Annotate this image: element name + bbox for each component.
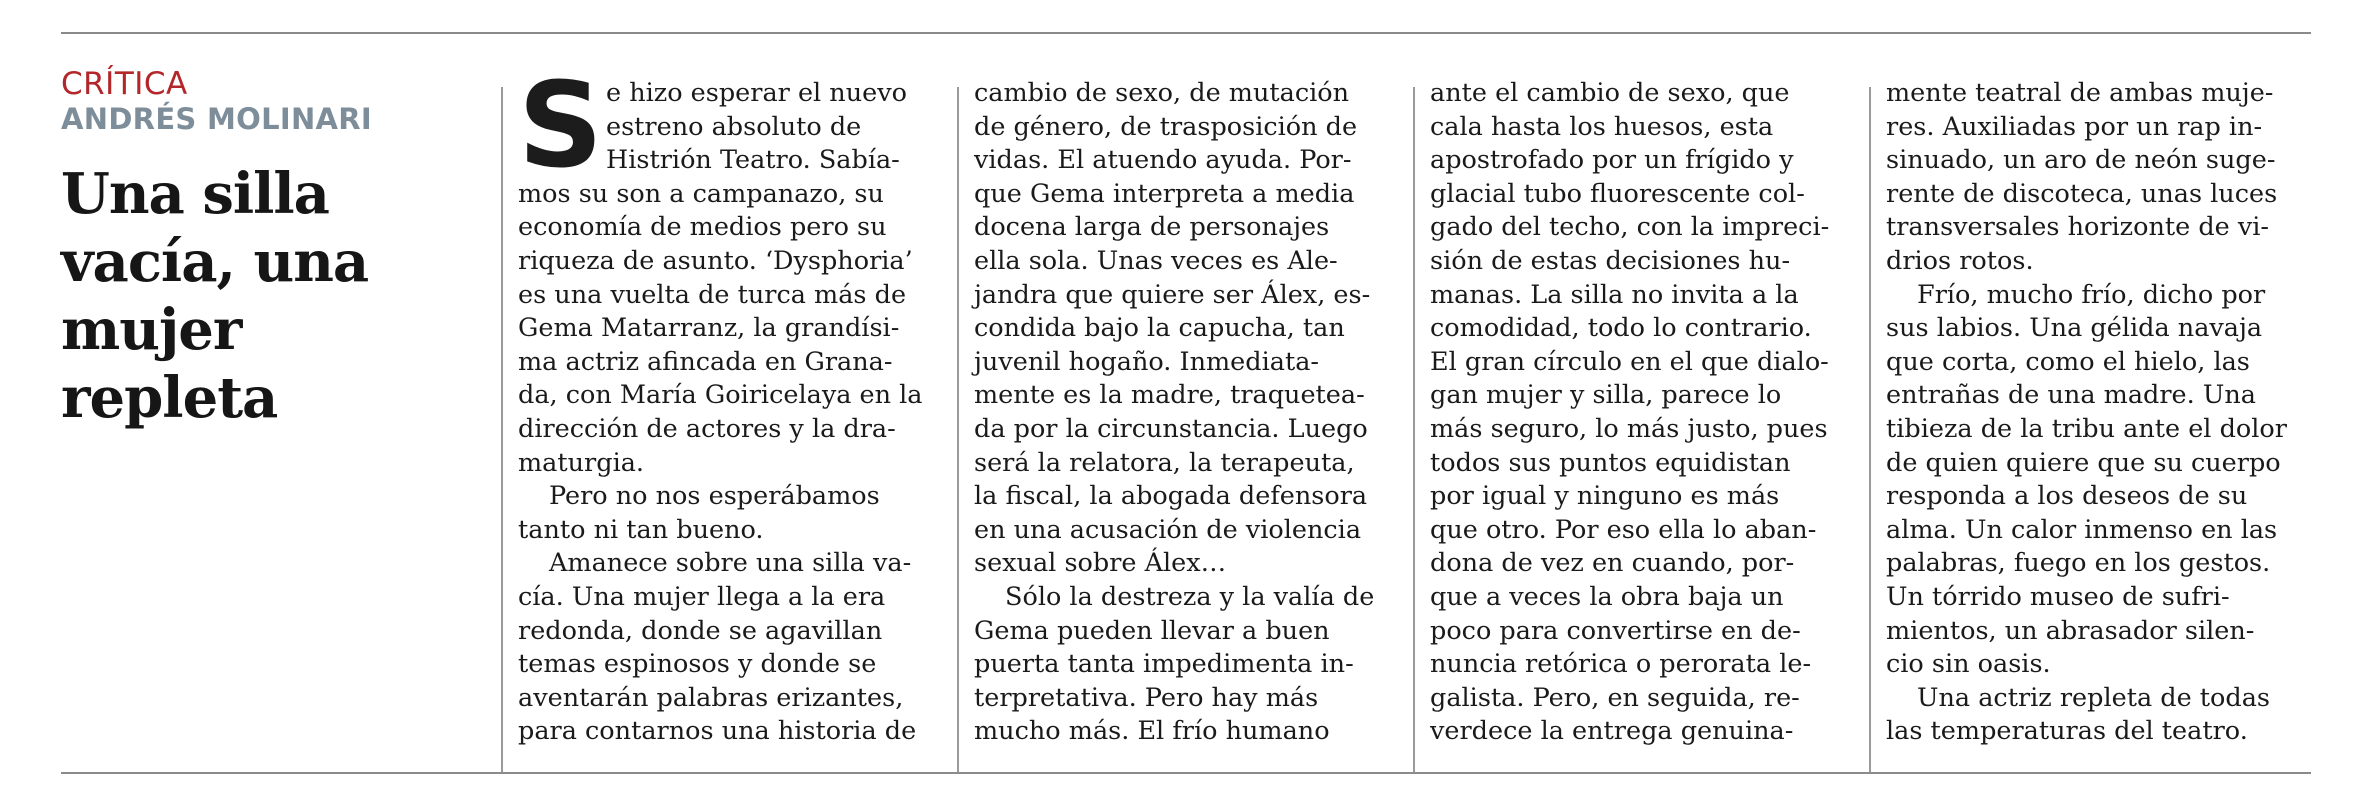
text-line: estreno absoluto de [606, 111, 862, 142]
text-line: mientos, un abrasador silen- [1886, 615, 2255, 646]
text-line: gan mujer y silla, parece lo [1430, 380, 1782, 411]
text-line: sinuado, un aro de neón suge- [1886, 145, 2276, 176]
text-line: puerta tanta impedimenta in- [974, 649, 1354, 680]
text-line: rente de discoteca, unas luces [1886, 178, 2278, 209]
headline-line: Una silla [61, 161, 329, 227]
text-line: entrañas de una madre. Una [1886, 380, 2256, 411]
text-line: cía. Una mujer llega a la era [518, 581, 886, 612]
text-line: Frío, mucho frío, dicho por [1917, 279, 2266, 310]
text-line: que Gema interpreta a media [974, 178, 1355, 209]
text-line: galista. Pero, en seguida, re- [1430, 682, 1800, 713]
text-line: redonda, donde se agavillan [518, 615, 883, 646]
text-line: responda a los deseos de su [1886, 481, 2248, 512]
text-line: mucho más. El frío humano [974, 716, 1330, 747]
text-line: sus labios. Una gélida navaja [1886, 313, 2263, 344]
text-line: para contarnos una historia de [518, 716, 917, 747]
text-line: mente teatral de ambas muje- [1886, 78, 2274, 108]
text-line: sexual sobre Álex… [974, 548, 1227, 579]
text-line: vidas. El atuendo ayuda. Por- [974, 145, 1352, 176]
text-line: por igual y ninguno es más [1430, 481, 1780, 512]
text-line: que a veces la obra baja un [1430, 581, 1784, 612]
text-line: docena larga de personajes [974, 212, 1330, 243]
text-line: Un tórrido museo de sufri- [1886, 581, 2230, 612]
text-line: terpretativa. Pero hay más [974, 682, 1319, 713]
column-divider [501, 87, 503, 772]
headline-line: mujer [61, 297, 242, 363]
text-line: Gema pueden llevar a buen [974, 615, 1330, 646]
text-line: en una acusación de violencia [974, 514, 1362, 545]
text-line: más seguro, lo más justo, pues [1430, 413, 1828, 444]
text-line: ella sola. Unas veces es Ale- [974, 245, 1338, 276]
top-rule [61, 32, 2311, 34]
drop-cap: S [518, 56, 603, 194]
text-line: manas. La silla no invita a la [1430, 279, 1799, 310]
text-line: tanto ni tan bueno. [518, 514, 764, 545]
text-line: transversales horizonte de vi- [1886, 212, 2270, 243]
body-column-4 [1886, 77, 2316, 749]
text-line: condida bajo la capucha, tan [974, 313, 1345, 344]
text-line: e hizo esperar el nuevo [606, 78, 907, 108]
text-line: Histrión Teatro. Sabía- [606, 145, 900, 176]
text-line: aventarán palabras erizantes, [518, 682, 904, 713]
text-line: palabras, fuego en los gestos. [1886, 548, 2271, 579]
text-line: ma actriz afincada en Grana- [518, 346, 893, 377]
text-line: que corta, como el hielo, las [1886, 346, 2250, 377]
text-line: cala hasta los huesos, esta [1430, 111, 1774, 142]
text-line: de género, de trasposición de [974, 111, 1358, 142]
text-line: riqueza de asunto. ‘Dysphoria’ [518, 245, 913, 276]
text-line: dirección de actores y la dra- [518, 413, 896, 444]
text-line: tibieza de la tribu ante el dolor [1886, 413, 2287, 444]
text-line: maturgia. [518, 447, 645, 478]
text-line: juvenil hogaño. Inmediata- [974, 346, 1320, 377]
body-column-1 [518, 56, 948, 749]
text-line: nuncia retórica o perorata le- [1430, 649, 1812, 680]
text-line: Gema Matarranz, la grandísi- [518, 313, 900, 344]
text-line: apostrofado por un frígido y [1430, 145, 1794, 176]
text-line: todos sus puntos equidistan [1430, 447, 1791, 478]
text-line: ante el cambio de sexo, que [1430, 78, 1790, 108]
text-line: da, con María Goiricelaya en la [518, 380, 923, 411]
text-line: Una actriz repleta de todas [1917, 682, 2270, 713]
text-line: El gran círculo en el que dialo- [1430, 346, 1829, 377]
article-header [61, 66, 451, 432]
text-line: temas espinosos y donde se [518, 649, 877, 680]
text-line: mente es la madre, traquetea- [974, 380, 1365, 411]
text-line: Pero no nos esperábamos [549, 481, 880, 512]
text-line: res. Auxiliadas por un rap in- [1886, 111, 2263, 142]
text-line: gado del techo, con la impreci- [1430, 212, 1830, 243]
column-divider [1869, 87, 1871, 772]
body-column-3 [1430, 77, 1860, 749]
text-line: poco para convertirse en de- [1430, 615, 1801, 646]
text-line: jandra que quiere ser Álex, es- [974, 279, 1371, 310]
bottom-rule [61, 772, 2311, 774]
text-line: dona de vez en cuando, por- [1430, 548, 1795, 579]
headline-line: vacía, una [61, 229, 369, 295]
text-line: es una vuelta de turca más de [518, 279, 907, 310]
text-line: verdece la entrega genuina- [1430, 716, 1794, 747]
section-label: CRÍTICA [61, 66, 188, 102]
text-line: de quien quiere que su cuerpo [1886, 447, 2281, 478]
text-line: drios rotos. [1886, 245, 2034, 276]
text-line: Amanece sobre una silla va- [549, 548, 912, 579]
text-line: Sólo la destreza y la valía de [1005, 581, 1375, 612]
text-line: alma. Un calor inmenso en las [1886, 514, 2278, 545]
text-line: da por la circunstancia. Luego [974, 413, 1368, 444]
text-line: glacial tubo fluorescente col- [1430, 178, 1805, 209]
headline-line: repleta [61, 365, 278, 431]
body-column-2 [974, 77, 1404, 749]
text-line: mos su son a campanazo, su [518, 178, 884, 209]
text-line: economía de medios pero su [518, 212, 887, 243]
text-line: comodidad, todo lo contrario. [1430, 313, 1812, 344]
headline [61, 160, 451, 432]
text-line: que otro. Por eso ella lo aban- [1430, 514, 1817, 545]
text-line: cambio de sexo, de mutación [974, 78, 1350, 108]
author-byline: ANDRÉS MOLINARI [61, 102, 373, 136]
text-line: la fiscal, la abogada defensora [974, 481, 1368, 512]
text-line: las temperaturas del teatro. [1886, 716, 2248, 747]
column-divider [957, 87, 959, 772]
text-line: sión de estas decisiones hu- [1430, 245, 1791, 276]
column-divider [1413, 87, 1415, 772]
text-line: será la relatora, la terapeuta, [974, 447, 1355, 478]
text-line: cio sin oasis. [1886, 649, 2051, 680]
